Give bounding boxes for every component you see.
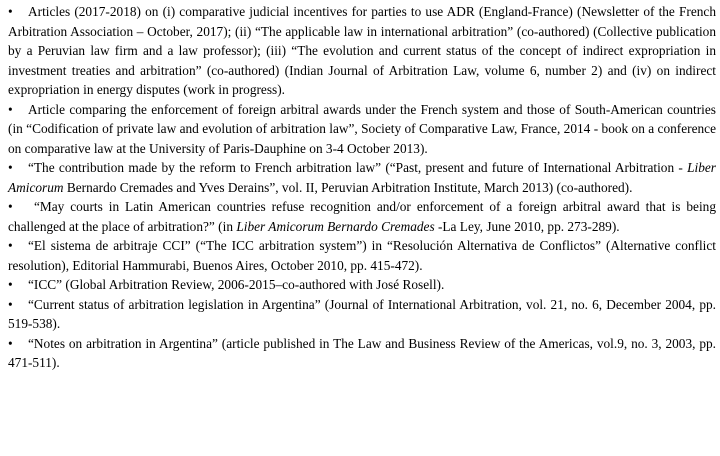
bullet-icon — [8, 158, 28, 178]
publication-text: “May courts in Latin American countries refuse recognition and/or enforcement of a foreign arbitral award that is being challenged at the place of arbitration?” (in — [8, 199, 716, 234]
publication-text: Articles (2017-2018) on (i) comparative judicial incentives for parties to use ADR (England-France) (Newsletter of the French Arbitration Association – October, 2017); (ii) “The applicable law in international arbitration” (co-authored) (Collective publication by a Peruvian law firm and a law professor); (iii) “The evolution and current status of the concept of indirect expropriation in investment treaties and arbitration” (co-authored) (Indian Journal of Arbitration Law, volume 6, number 2) and (iv) on indirect expropriation in energy disputes (work in progress). — [8, 4, 716, 97]
bullet-icon — [8, 236, 28, 256]
bullet-icon — [8, 2, 28, 22]
publication-item — [8, 334, 716, 373]
publication-item — [8, 158, 716, 197]
publication-item — [8, 295, 716, 334]
publication-text: “Notes on arbitration in Argentina” (article published in The Law and Business Review of the Americas, vol.9, no. 3, 2003, pp. 471-511). — [8, 335, 716, 370]
publication-text: “The contribution made by the reform to French arbitration law” (“Past, present and future of International Arbitration - — [28, 160, 688, 175]
publication-text: Article comparing the enforcement of foreign arbitral awards under the French system and those of South-American countries (in “Codification of private law and evolution of arbitration law”, Society of Comparative Law, France, 2014 - book on a conference on comparative law at the University of Paris-Dauphine on 3-4 October 2013). — [8, 101, 716, 156]
publication-text: -La Ley, June 2010, pp. 273-289). — [434, 218, 620, 234]
publication-text: “ICC” (Global Arbitration Review, 2006-2015–co-authored with José Rosell). — [28, 277, 445, 292]
publication-item — [8, 100, 716, 159]
bullet-icon — [8, 295, 28, 315]
publication-text: Bernardo Cremades and Yves Derains”, vol. II, Peruvian Arbitration Institute, March 2013) (co-authored). — [63, 179, 633, 195]
publication-item — [8, 2, 716, 100]
publication-text: “Current status of arbitration legislation in Argentina” (Journal of International Arbitration, vol. 21, no. 6, December 2004, pp. 519-538). — [8, 296, 716, 331]
bullet-icon — [8, 275, 28, 295]
publication-item — [8, 197, 716, 236]
bullet-icon — [8, 197, 28, 217]
publication-item — [8, 236, 716, 275]
publication-text: “El sistema de arbitraje CCI” (“The ICC arbitration system”) in “Resolución Alternativa de Conflictos” (Alternative conflict resolution), Editorial Hammurabi, Buenos Aires, October 2010, pp. 415-472). — [8, 238, 716, 273]
publication-italic-title: Liber Amicorum Bernardo Cremades — [236, 218, 435, 234]
bullet-icon — [8, 334, 28, 354]
publication-item — [8, 275, 716, 295]
publication-italic-title: Liber Amicorum — [8, 160, 716, 195]
bullet-icon — [8, 100, 28, 120]
